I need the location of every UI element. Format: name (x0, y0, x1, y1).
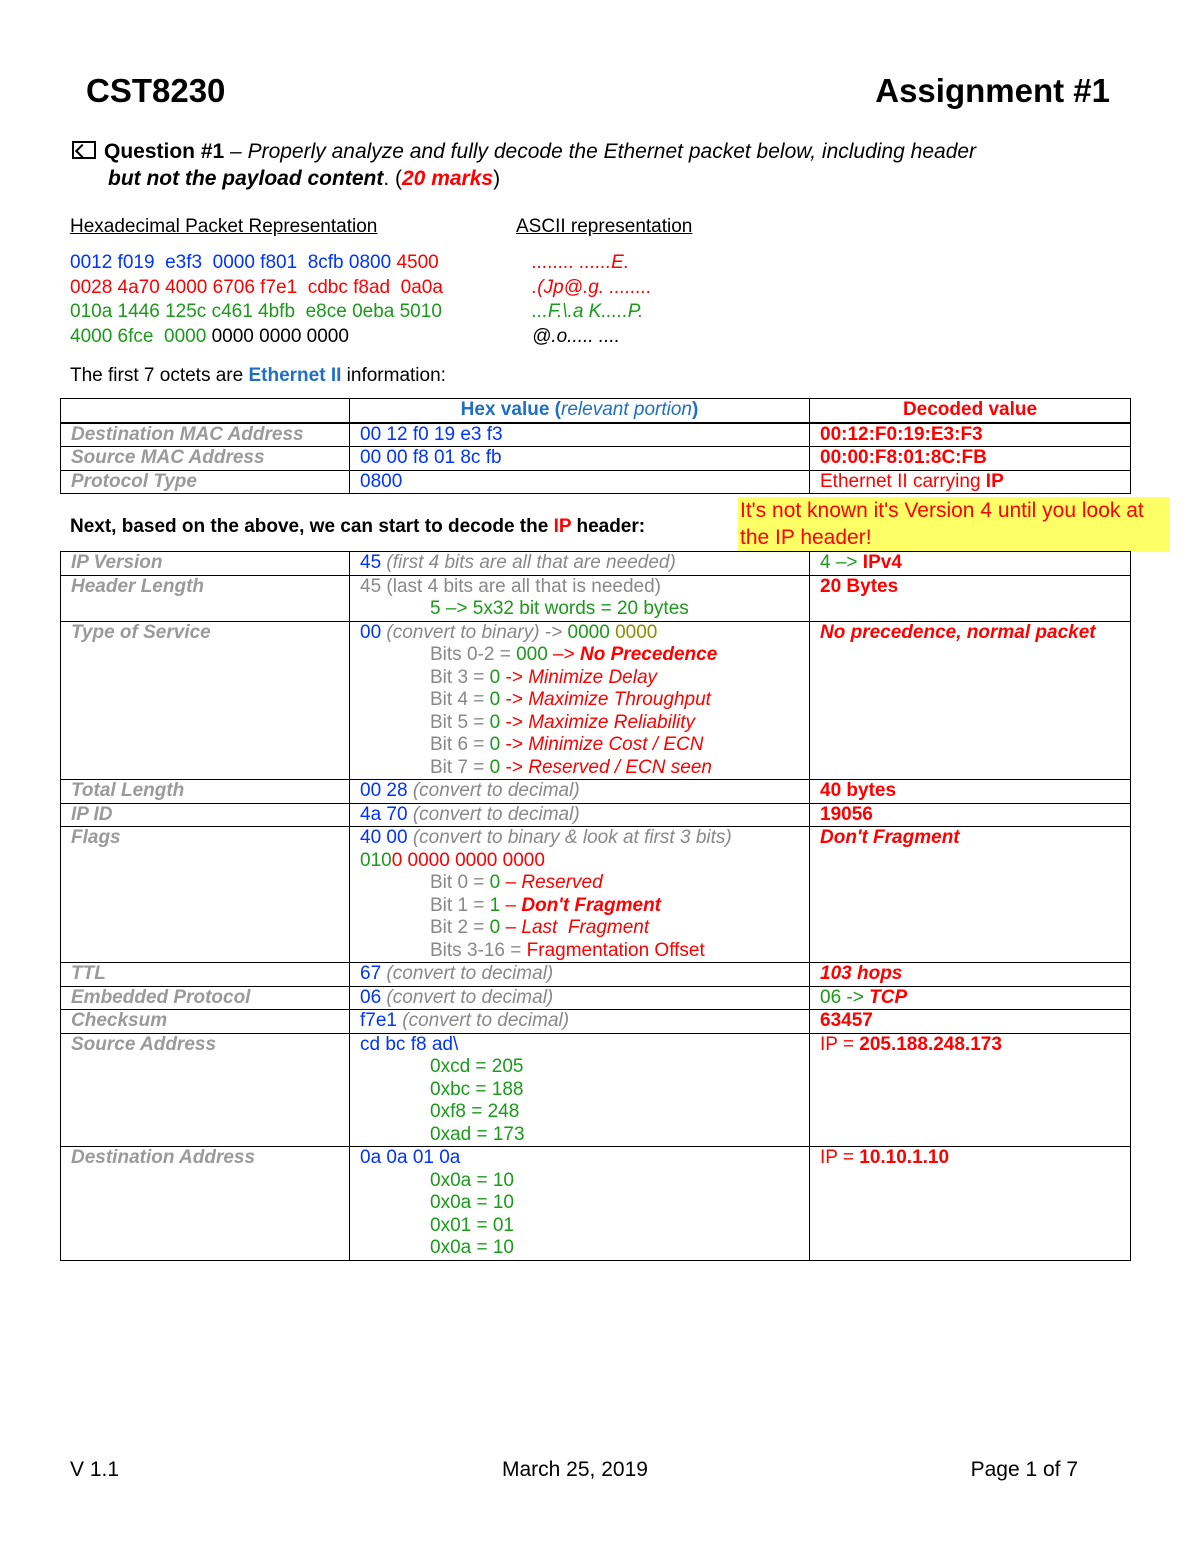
row-dec: 00:00:F8:01:8C:FB (810, 447, 1131, 471)
bit-a: Bit 3 = (430, 666, 490, 688)
dec-b: TCP (869, 986, 908, 1008)
row-hex (350, 827, 810, 963)
table-row (61, 621, 1131, 780)
conv-line: 0xad = 173 (430, 1123, 525, 1145)
row-dec: 00:12:F0:19:E3:F3 (810, 423, 1131, 447)
bit-line (360, 689, 799, 712)
eth-col-dec: Decoded value (810, 399, 1131, 423)
hex-value: 00 (360, 621, 382, 643)
bit-line (360, 940, 799, 963)
table-row (61, 423, 1131, 447)
ascii-heading: ASCII representation (516, 216, 693, 237)
dec-b: 10.10.1.10 (859, 1147, 950, 1168)
dec-a: IP = (820, 1033, 860, 1055)
row-hex (350, 1033, 810, 1147)
question-body: Properly analyze and fully decode the Ethernet packet below, including header (247, 140, 977, 163)
dec-em: IP (985, 470, 1004, 492)
row-hex (350, 1010, 810, 1034)
row-label: Total Length (61, 780, 350, 804)
intro1-em: Ethernet II (248, 365, 342, 386)
row-hex: 00 00 f8 01 8c fb (350, 447, 810, 471)
question-close: ) (493, 167, 501, 190)
bit-a: Bit 6 = (430, 734, 490, 755)
conv-line: 0xbc = 188 (430, 1078, 524, 1100)
hex-value: 00 28 (360, 780, 408, 801)
dec-a: 06 -> (820, 986, 870, 1008)
table-row (61, 780, 1131, 804)
bit-line (360, 734, 799, 757)
hex-note: (last 4 bits are all that is needed) (381, 575, 662, 597)
bit-s: – (500, 917, 522, 938)
hex-value: f7e1 (360, 1010, 397, 1031)
bit-s: -> (500, 734, 529, 755)
ethernet-table (60, 398, 1131, 494)
bit-m: Last Fragment (521, 917, 650, 938)
intro2-pre: Next, based on the above, we can start to decode the (70, 516, 554, 537)
ethernet-intro (70, 365, 446, 387)
bit-s: –> (547, 644, 581, 665)
hex-note: (convert to decimal) (396, 1010, 570, 1031)
hex-note: (convert to decimal) (381, 986, 554, 1008)
bit-s: -> (500, 666, 529, 688)
footer-version: V 1.1 (70, 1458, 120, 1481)
bin-b: 0 0000 0000 0000 (391, 849, 545, 871)
bit-v: 0 (489, 734, 501, 755)
bit-s: -> (500, 689, 529, 710)
row-dec (810, 1033, 1131, 1147)
question-marks: 20 marks (402, 167, 494, 190)
row-hex: 0800 (350, 470, 810, 494)
bit-a: Bit 7 = (430, 756, 490, 778)
hex-note: (convert to binary & look at first 3 bits) (407, 827, 732, 848)
bit-m: Reserved / ECN seen (528, 756, 712, 778)
bit-v: 0 (489, 689, 501, 710)
version-note: It's not known it's Version 4 until you look at the IP header! (738, 497, 1170, 552)
bit-v: 0 (489, 666, 501, 688)
row-dec (810, 986, 1131, 1010)
question-emphasis: but not the payload content (108, 167, 384, 190)
ip-intro (70, 516, 645, 538)
row-dec: 63457 (810, 1010, 1131, 1034)
table-row (61, 1010, 1131, 1034)
row-hex (350, 621, 810, 780)
bit-v: 0 (489, 917, 501, 938)
hex-segment: 0028 4a70 4000 6706 f7e1 cdbc f8ad 0a0a (70, 276, 443, 298)
row-dec: Don't Fragment (810, 827, 1131, 963)
row-label: Source Address (61, 1033, 350, 1147)
dec-b: IPv4 (862, 552, 902, 573)
dec-a: 4 –> (820, 552, 863, 573)
hex-value: 0a 0a 01 0a (360, 1147, 461, 1168)
bit-line (360, 895, 799, 918)
conv-line: 0xf8 = 248 (430, 1101, 520, 1122)
question-label: Question #1 (104, 140, 225, 163)
hex-segment: 4500 (396, 252, 439, 273)
hex-bin-a: 0000 (567, 621, 616, 643)
table-row (61, 963, 1131, 987)
intro1-pre: The first 7 octets are (70, 365, 249, 386)
row-dec: 20 Bytes (810, 575, 1131, 621)
col-hex-italic: relevant portion (561, 399, 692, 420)
bit-m: No Precedence (580, 644, 718, 665)
hex-value: 06 (360, 986, 382, 1008)
row-label: Header Length (61, 575, 350, 621)
table-row (61, 1033, 1131, 1147)
dec-pre: Ethernet II carrying (820, 470, 986, 492)
row-label: Protocol Type (61, 470, 350, 494)
row-label: Destination MAC Address (61, 423, 350, 447)
row-hex (350, 780, 810, 804)
hex-note: (convert to decimal) (407, 803, 580, 825)
hex-note: (convert to decimal) (407, 780, 580, 801)
row-dec (810, 470, 1131, 494)
eth-col-hex (350, 399, 810, 423)
bit-m: Minimize Delay (528, 666, 658, 688)
bit-s: -> (500, 711, 529, 733)
tos-bits (360, 644, 799, 779)
hex-line (70, 301, 442, 323)
footer-date: March 25, 2019 (502, 1458, 648, 1481)
intro1-post: information: (341, 365, 446, 386)
bit-line (360, 667, 799, 690)
pencil-icon (72, 141, 96, 159)
table-row (61, 803, 1131, 827)
table-row (61, 470, 1131, 494)
question-text (72, 138, 1132, 192)
question-dash: – (224, 140, 248, 163)
hex-value: 45 (360, 575, 382, 597)
eth-header-blank (61, 399, 350, 423)
bit-a: Bits 3-16 = (430, 939, 527, 961)
hex-heading: Hexadecimal Packet Representation (70, 216, 378, 237)
bit-m: Reserved (521, 872, 603, 893)
col-hex-label: Hex value (460, 399, 550, 420)
hex-line (70, 277, 443, 299)
hex-line (70, 326, 349, 348)
row-dec: 103 hops (810, 963, 1131, 987)
bit-s: – (500, 894, 522, 916)
bit-m: Maximize Throughput (528, 689, 711, 710)
bit-v: 0 (489, 711, 501, 733)
row-hex (350, 1147, 810, 1261)
hex-note: (convert to decimal) (381, 963, 554, 984)
conv-line: 0x01 = 01 (430, 1214, 514, 1236)
question-punct: . ( (383, 167, 402, 190)
bit-line (360, 917, 799, 940)
bit-s: – (500, 872, 522, 893)
footer-page: Page 1 of 7 (970, 1458, 1078, 1481)
row-label: Destination Address (61, 1147, 350, 1261)
bit-a: Bit 5 = (430, 711, 490, 733)
row-label: Source MAC Address (61, 447, 350, 471)
row-hex (350, 986, 810, 1010)
row-hex: 00 12 f0 19 e3 f3 (350, 423, 810, 447)
bit-v: 000 (516, 644, 548, 665)
bit-line (360, 872, 799, 895)
table-row (61, 986, 1131, 1010)
row-dec (810, 1147, 1131, 1261)
row-dec (810, 552, 1131, 576)
bit-v: 0 (489, 872, 501, 893)
row-label: IP ID (61, 803, 350, 827)
col-hex-paren-open: ( (549, 399, 562, 420)
hex-note: (first 4 bits are all that are needed) (381, 552, 676, 573)
bit-a: Bit 4 = (430, 689, 490, 710)
course-code: CST8230 (86, 72, 226, 109)
bit-m: Fragmentation Offset (526, 939, 705, 961)
conv-line: 0xcd = 205 (430, 1056, 524, 1077)
dec-a: IP = (820, 1147, 860, 1168)
hex-value: 67 (360, 963, 382, 984)
bit-a: Bit 1 = (430, 894, 490, 916)
bit-a: Bit 2 = (430, 917, 490, 938)
hex-line2: 5 –> 5x32 bit words = 20 bytes (430, 598, 689, 619)
bit-line (360, 757, 799, 780)
bin-a: 010 (360, 849, 392, 871)
table-row (61, 575, 1131, 621)
bit-m: Minimize Cost / ECN (528, 734, 704, 755)
row-label: Checksum (61, 1010, 350, 1034)
row-hex (350, 575, 810, 621)
hex-line (70, 252, 439, 274)
row-hex (350, 552, 810, 576)
bit-a: Bit 0 = (430, 872, 490, 893)
assignment-title: Assignment #1 (875, 72, 1110, 109)
hex-segment: 0012 f019 e3f3 0000 f801 8cfb 0800 (70, 252, 397, 273)
ascii-line: .(Jp@.g. ........ (532, 276, 652, 298)
hex-value: 40 00 (360, 827, 408, 848)
conv-line: 0x0a = 10 (430, 1169, 514, 1191)
row-label: Embedded Protocol (61, 986, 350, 1010)
flag-bits (360, 872, 799, 962)
bit-s: -> (500, 756, 529, 778)
dec-b: 205.188.248.173 (859, 1033, 1002, 1055)
bit-m: Don't Fragment (521, 894, 661, 916)
table-row (61, 827, 1131, 963)
bit-m: Maximize Reliability (528, 711, 696, 733)
row-dec: 19056 (810, 803, 1131, 827)
bit-a: Bits 0-2 = (430, 644, 517, 665)
hex-segment: 0000 0000 0000 (211, 326, 349, 348)
table-row (61, 1147, 1131, 1261)
row-label: IP Version (61, 552, 350, 576)
hex-value: 45 (360, 552, 382, 573)
col-hex-paren-close: ) (691, 399, 699, 420)
bit-v: 0 (489, 756, 501, 778)
row-label: Type of Service (61, 621, 350, 780)
hex-value: cd bc f8 ad\ (360, 1033, 459, 1055)
hex-value: 4a 70 (360, 803, 408, 825)
bit-v: 1 (489, 894, 501, 916)
ascii-line: @.o..... .... (532, 326, 620, 348)
row-label: Flags (61, 827, 350, 963)
conv-line: 0x0a = 10 (430, 1237, 514, 1258)
ascii-line: ........ ......E. (532, 252, 630, 273)
row-dec: 40 bytes (810, 780, 1131, 804)
bit-line (360, 712, 799, 735)
row-hex (350, 803, 810, 827)
intro2-post: header: (571, 516, 646, 537)
conv-line: 0x0a = 10 (430, 1192, 514, 1213)
table-row (61, 552, 1131, 576)
ascii-line: ...F.\.a K.....P. (532, 301, 644, 323)
ip-table (60, 551, 1131, 1261)
hex-segment: 4000 6fce 0000 (70, 326, 212, 348)
intro2-em: IP (553, 516, 572, 537)
hex-note: (convert to binary) -> (381, 621, 568, 643)
row-label: TTL (61, 963, 350, 987)
row-dec: No precedence, normal packet (810, 621, 1131, 780)
hex-bin-b: 0000 (615, 621, 658, 643)
bit-line (360, 644, 799, 667)
row-hex (350, 963, 810, 987)
hex-segment: 010a 1446 125c c461 4bfb e8ce 0eba 5010 (70, 301, 442, 323)
table-row (61, 447, 1131, 471)
